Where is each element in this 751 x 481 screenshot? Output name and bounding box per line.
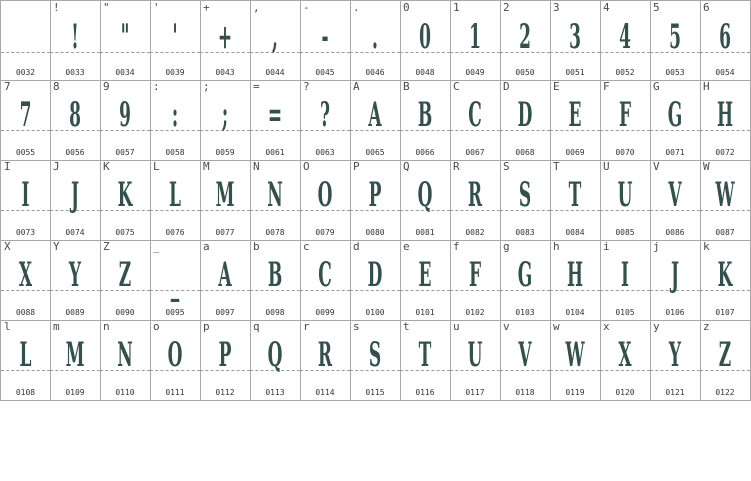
glyph-sample: K (117, 175, 133, 215)
character-label: r (303, 320, 310, 333)
glyph-cell (600, 0, 651, 81)
character-label: M (203, 160, 210, 173)
glyph-sample: Q (267, 335, 283, 375)
character-label: O (303, 160, 310, 173)
glyph-cell (650, 80, 701, 161)
glyph-cell (400, 0, 451, 81)
character-label: _ (153, 240, 160, 253)
character-label: o (153, 320, 160, 333)
character-label: b (253, 240, 260, 253)
glyph-cell (700, 240, 751, 321)
glyph-cell (600, 80, 651, 161)
glyph-cell (700, 80, 751, 161)
glyph-sample: E (418, 255, 432, 295)
glyph-sample: T (568, 175, 582, 215)
glyph-sample: Y (68, 255, 82, 295)
glyph-cell (50, 160, 101, 241)
glyph-sample: 3 (569, 17, 581, 57)
unicode-code-label: 0101 (415, 308, 435, 317)
glyph-cell (250, 160, 301, 241)
unicode-code-label: 0070 (615, 148, 635, 157)
unicode-code-label: 0082 (465, 228, 485, 237)
character-label: m (53, 320, 60, 333)
unicode-code-label: 0048 (415, 68, 435, 77)
unicode-code-label: 0073 (15, 228, 36, 237)
character-label: 1 (453, 1, 460, 14)
character-label: 7 (4, 80, 11, 93)
glyph-cell (500, 240, 551, 321)
character-label: Y (53, 240, 60, 253)
character-label: ; (203, 80, 210, 93)
unicode-code-label: 0084 (565, 228, 585, 237)
unicode-code-label: 0104 (565, 308, 585, 317)
unicode-code-label: 0119 (565, 388, 585, 397)
glyph-sample: W (715, 175, 735, 215)
glyph-cell (100, 0, 151, 81)
glyph-cell (150, 320, 201, 401)
glyph-cell (600, 160, 651, 241)
character-label: j (653, 240, 660, 253)
glyph-sample: I (21, 175, 30, 215)
glyph-sample: ? (320, 95, 330, 135)
character-label: t (403, 320, 410, 333)
glyph-cell (400, 80, 451, 161)
character-label: J (53, 160, 60, 173)
unicode-code-label: 0105 (615, 308, 635, 317)
character-label: g (503, 240, 510, 253)
glyph-cell (0, 0, 51, 81)
unicode-code-label: 0100 (365, 308, 385, 317)
glyph-cell (250, 80, 301, 161)
unicode-code-label: 0117 (465, 388, 485, 397)
character-label: s (353, 320, 360, 333)
character-label: 0 (403, 1, 410, 14)
glyph-sample: E (568, 95, 582, 135)
character-label: P (353, 160, 360, 173)
unicode-code-label: 0039 (165, 68, 185, 77)
unicode-code-label: 0080 (365, 228, 385, 237)
glyph-sample: J (70, 175, 80, 215)
glyph-sample: 1 (469, 17, 481, 57)
glyph-cell (550, 0, 601, 81)
unicode-code-label: 0058 (165, 148, 185, 157)
glyph-cell (300, 0, 351, 81)
glyph-sample: 7 (19, 95, 32, 135)
character-label: = (253, 80, 260, 93)
glyph-cell (100, 240, 151, 321)
glyph-cell (50, 0, 101, 81)
glyph-cell (500, 80, 551, 161)
glyph-cell (350, 160, 401, 241)
unicode-code-label: 0110 (115, 388, 135, 397)
unicode-code-label: 0063 (315, 148, 335, 157)
character-label: D (503, 80, 510, 93)
glyph-sample: ' (172, 17, 178, 57)
glyph-sample: Z (118, 255, 132, 295)
glyph-cell (650, 240, 701, 321)
unicode-code-label: 0098 (265, 308, 285, 317)
glyph-sample: G (517, 255, 533, 295)
unicode-code-label: 0087 (715, 228, 735, 237)
glyph-cell (100, 80, 151, 161)
glyph-sample: 9 (119, 95, 131, 135)
unicode-code-label: 0077 (215, 228, 235, 237)
glyph-cell (400, 320, 451, 401)
character-label: e (403, 240, 410, 253)
character-label: : (153, 80, 160, 93)
unicode-code-label: 0088 (15, 308, 36, 317)
character-label: w (553, 320, 560, 333)
glyph-sample: M (65, 335, 85, 375)
glyph-cell (550, 80, 601, 161)
glyph-sample: F (468, 255, 482, 295)
unicode-code-label: 0116 (415, 388, 435, 397)
unicode-code-label: 0121 (665, 388, 685, 397)
character-label: " (103, 1, 110, 14)
glyph-sample: U (467, 335, 483, 375)
glyph-sample: . (372, 17, 378, 57)
unicode-code-label: 0078 (265, 228, 285, 237)
glyph-sample: B (417, 95, 433, 135)
character-label: V (653, 160, 660, 173)
glyph-cell (100, 160, 151, 241)
glyph-cell (150, 160, 201, 241)
glyph-cell (50, 80, 101, 161)
glyph-sample: C (468, 95, 482, 135)
unicode-code-label: 0097 (215, 308, 235, 317)
glyph-sample: H (716, 95, 734, 135)
character-label: 3 (553, 1, 560, 14)
glyph-sample: V (518, 335, 532, 375)
character-label: z (703, 320, 710, 333)
glyph-cell (400, 160, 451, 241)
unicode-code-label: 0066 (415, 148, 435, 157)
glyph-sample: T (418, 335, 432, 375)
unicode-code-label: 0120 (615, 388, 635, 397)
unicode-code-label: 0095 (165, 308, 185, 317)
unicode-code-label: 0045 (315, 68, 335, 77)
glyph-cell (500, 0, 551, 81)
unicode-code-label: 0122 (715, 388, 735, 397)
unicode-code-label: 0090 (115, 308, 135, 317)
unicode-code-label: 0068 (515, 148, 535, 157)
character-label: f (453, 240, 460, 253)
glyph-cell (200, 80, 251, 161)
character-label: Q (403, 160, 410, 173)
glyph-sample: P (368, 175, 382, 215)
glyph-cell (450, 320, 501, 401)
glyph-cell (350, 80, 401, 161)
glyph-sample: B (267, 255, 283, 295)
glyph-cell (0, 80, 51, 161)
glyph-sample: D (517, 95, 533, 135)
character-label: X (4, 240, 11, 253)
unicode-code-label: 0053 (665, 68, 685, 77)
character-label: K (103, 160, 110, 173)
unicode-code-label: 0076 (165, 228, 185, 237)
glyph-sample: S (518, 175, 532, 215)
glyph-cell (700, 320, 751, 401)
glyph-sample: U (617, 175, 633, 215)
glyph-cell (700, 0, 751, 81)
character-label: c (303, 240, 310, 253)
character-label: , (253, 1, 260, 14)
unicode-code-label: 0086 (665, 228, 685, 237)
glyph-cell (300, 320, 351, 401)
glyph-cell (350, 320, 401, 401)
glyph-sample: H (566, 255, 584, 295)
character-label: W (703, 160, 710, 173)
glyph-cell (400, 240, 451, 321)
glyph-sample: I (621, 255, 629, 295)
unicode-code-label: 0034 (115, 68, 135, 77)
character-label: l (4, 320, 11, 333)
character-label: 8 (53, 80, 60, 93)
glyph-sample: Y (668, 335, 682, 375)
unicode-code-label: 0102 (465, 308, 485, 317)
glyph-sample: Q (417, 175, 433, 215)
character-label: F (603, 80, 610, 93)
glyph-cell (450, 240, 501, 321)
glyph-sample: R (317, 335, 333, 375)
unicode-code-label: 0055 (15, 148, 36, 157)
character-label: A (353, 80, 360, 93)
glyph-cell (200, 160, 251, 241)
character-label: y (653, 320, 660, 333)
unicode-code-label: 0072 (715, 148, 735, 157)
unicode-code-label: 0081 (415, 228, 435, 237)
character-label: 2 (503, 1, 510, 14)
glyph-cell (600, 320, 651, 401)
glyph-cell (50, 240, 101, 321)
unicode-code-label: 0032 (15, 68, 36, 77)
glyph-cell (250, 240, 301, 321)
character-label: R (453, 160, 460, 173)
glyph-cell (250, 0, 301, 81)
glyph-sample: N (267, 175, 283, 215)
glyph-sample: X (18, 255, 33, 295)
character-label: u (453, 320, 460, 333)
unicode-code-label: 0115 (365, 388, 385, 397)
glyph-cell (200, 240, 251, 321)
unicode-code-label: 0074 (65, 228, 85, 237)
character-label: + (203, 1, 210, 14)
glyph-sample: : (171, 95, 179, 135)
glyph-sample: = (267, 95, 283, 135)
unicode-code-label: 0107 (715, 308, 735, 317)
unicode-code-label: 0108 (15, 388, 36, 397)
unicode-code-label: 0051 (565, 68, 585, 77)
glyph-cell (250, 320, 301, 401)
unicode-code-label: 0043 (215, 68, 235, 77)
glyph-sample: J (670, 255, 680, 295)
glyph-sample: F (618, 95, 632, 135)
unicode-code-label: 0079 (315, 228, 335, 237)
unicode-code-label: 0114 (315, 388, 335, 397)
glyph-sample: 4 (619, 17, 631, 57)
character-label: a (203, 240, 210, 253)
glyph-cell (350, 240, 401, 321)
glyph-sample: M (215, 175, 235, 215)
glyph-sample: 6 (719, 17, 731, 57)
glyph-sample: 5 (669, 17, 681, 57)
glyph-cell (150, 0, 201, 81)
unicode-code-label: 0111 (165, 388, 185, 397)
unicode-code-label: 0056 (65, 148, 85, 157)
glyph-cell (0, 320, 51, 401)
glyph-sample: L (169, 175, 181, 215)
character-label: 4 (603, 1, 610, 14)
character-label: U (603, 160, 610, 173)
glyph-cell (200, 320, 251, 401)
character-label: 5 (653, 1, 660, 14)
character-label: d (353, 240, 360, 253)
glyph-sample: 8 (69, 95, 81, 135)
character-label: ! (53, 1, 60, 14)
glyph-sample: 0 (419, 17, 431, 57)
glyph-cell (150, 240, 201, 321)
glyph-cell (300, 80, 351, 161)
unicode-code-label: 0057 (115, 148, 135, 157)
glyph-sample: P (218, 335, 232, 375)
glyph-sample: K (717, 255, 733, 295)
glyph-sample: O (317, 175, 333, 215)
character-label: S (503, 160, 510, 173)
glyph-sample: A (368, 95, 382, 135)
glyph-sample: + (217, 17, 233, 57)
character-label: ' (153, 1, 160, 14)
glyph-sample: S (368, 335, 382, 375)
glyph-cell (100, 320, 151, 401)
unicode-code-label: 0059 (215, 148, 235, 157)
glyph-cell (550, 320, 601, 401)
glyph-sample: ; (221, 95, 229, 135)
unicode-code-label: 0085 (615, 228, 635, 237)
unicode-code-label: 0050 (515, 68, 535, 77)
character-label: k (703, 240, 710, 253)
character-label: E (553, 80, 560, 93)
glyph-cell (500, 320, 551, 401)
glyph-sample: L (19, 335, 32, 375)
character-label: - (303, 1, 310, 14)
glyph-cell (450, 0, 501, 81)
glyph-sample: X (618, 335, 632, 375)
unicode-code-label: 0106 (665, 308, 685, 317)
glyph-sample: N (117, 335, 133, 375)
glyph-cell (350, 0, 401, 81)
glyph-cell (0, 160, 51, 241)
character-label: G (653, 80, 660, 93)
glyph-cell (300, 160, 351, 241)
glyph-sample: D (367, 255, 383, 295)
glyph-sample: V (668, 175, 682, 215)
character-label: . (353, 1, 360, 14)
unicode-code-label: 0112 (215, 388, 235, 397)
character-label: i (603, 240, 610, 253)
glyph-sample: " (120, 17, 130, 57)
unicode-code-label: 0049 (465, 68, 485, 77)
glyph-sample: ! (71, 17, 79, 57)
glyph-cell (200, 0, 251, 81)
unicode-code-label: 0083 (515, 228, 535, 237)
glyph-sample: W (565, 335, 585, 375)
character-label: I (4, 160, 11, 173)
glyph-cell (50, 320, 101, 401)
glyph-cell (300, 240, 351, 321)
glyph-cell (650, 0, 701, 81)
unicode-code-label: 0033 (65, 68, 85, 77)
glyph-sample: R (467, 175, 483, 215)
glyph-sample: Z (718, 335, 732, 375)
character-label: N (253, 160, 260, 173)
glyph-cell (650, 160, 701, 241)
glyph-sample: O (167, 335, 183, 375)
unicode-code-label: 0103 (515, 308, 535, 317)
glyph-sample: A (218, 255, 232, 295)
glyph-sample: , (272, 17, 278, 57)
glyph-cell (450, 160, 501, 241)
glyph-sample: G (667, 95, 683, 135)
glyph-sample: 2 (519, 17, 531, 57)
glyph-sample: - (321, 17, 329, 57)
unicode-code-label: 0071 (665, 148, 685, 157)
unicode-code-label: 0052 (615, 68, 635, 77)
glyph-cell (600, 240, 651, 321)
character-label: B (403, 80, 410, 93)
unicode-code-label: 0109 (65, 388, 85, 397)
character-label: 9 (103, 80, 110, 93)
character-label: n (103, 320, 110, 333)
unicode-code-label: 0046 (365, 68, 385, 77)
glyph-cell (550, 160, 601, 241)
character-label: ? (303, 80, 310, 93)
unicode-code-label: 0065 (365, 148, 385, 157)
character-label: T (553, 160, 560, 173)
glyph-cell (0, 240, 51, 321)
character-label: L (153, 160, 160, 173)
character-label: v (503, 320, 510, 333)
glyph-sample (13, 16, 38, 58)
unicode-code-label: 0069 (565, 148, 585, 157)
glyph-cell (150, 80, 201, 161)
character-label: p (203, 320, 210, 333)
unicode-code-label: 0089 (65, 308, 85, 317)
unicode-code-label: 0061 (265, 148, 285, 157)
character-label: x (603, 320, 610, 333)
glyph-sample: C (318, 255, 332, 295)
glyph-cell (500, 160, 551, 241)
unicode-code-label: 0075 (115, 228, 135, 237)
character-label: H (703, 80, 710, 93)
character-label: 6 (703, 1, 710, 14)
unicode-code-label: 0054 (715, 68, 735, 77)
unicode-code-label: 0067 (465, 148, 485, 157)
glyph-cell (700, 160, 751, 241)
character-label: q (253, 320, 260, 333)
unicode-code-label: 0118 (515, 388, 535, 397)
character-label: C (453, 80, 460, 93)
character-label: Z (103, 240, 110, 253)
glyph-sample: _ (170, 263, 180, 303)
unicode-code-label: 0044 (265, 68, 285, 77)
unicode-code-label: 0099 (315, 308, 335, 317)
glyph-cell (550, 240, 601, 321)
unicode-code-label: 0113 (265, 388, 285, 397)
glyph-cell (650, 320, 701, 401)
character-label: h (553, 240, 560, 253)
glyph-cell (450, 80, 501, 161)
